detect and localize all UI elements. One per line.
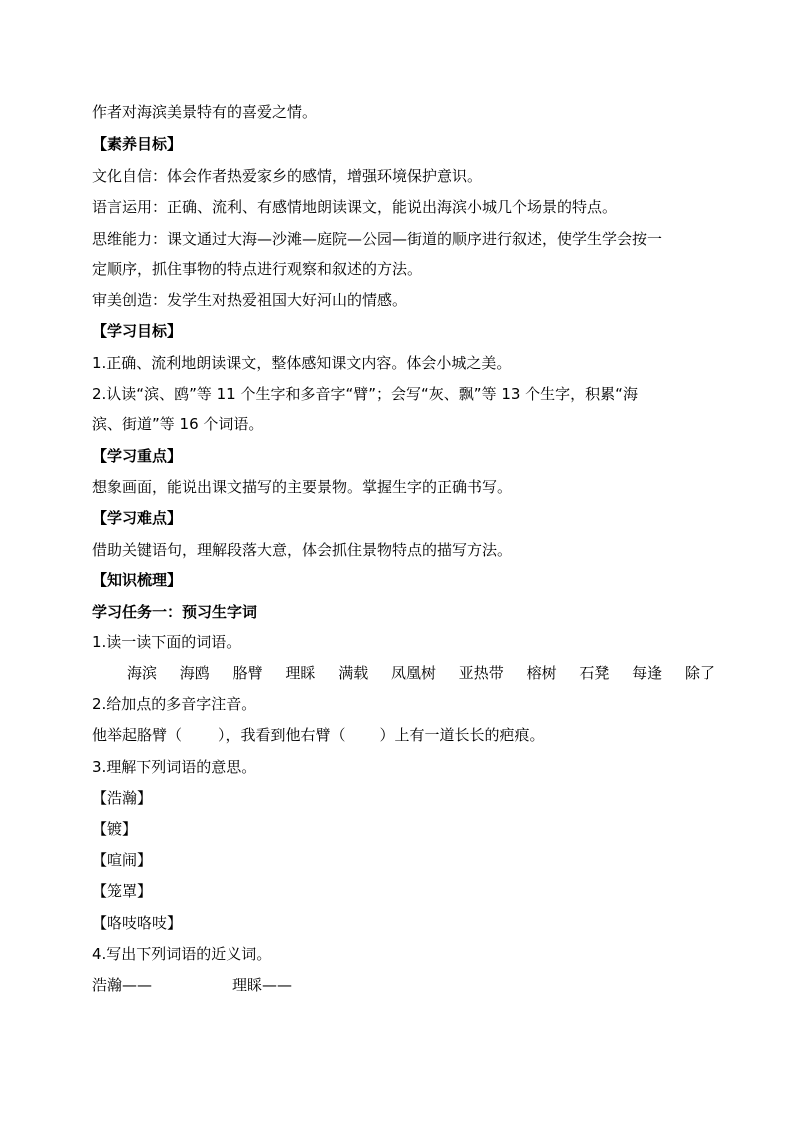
vocab-item: 【镀】 bbox=[92, 820, 138, 838]
literacy-culture: 文化自信：体会作者热爱家乡的感情，增强环境保护意识。 bbox=[92, 167, 483, 185]
vocab-item: 【喧闹】 bbox=[92, 851, 153, 869]
vocab-item: 【笼罩】 bbox=[92, 882, 153, 900]
word-item: 每逢 bbox=[632, 664, 663, 682]
task-1-title: 学习任务一：预习生字词 bbox=[92, 603, 258, 621]
word-item: 海鸥 bbox=[179, 664, 210, 682]
goals-heading: 【学习目标】 bbox=[92, 322, 183, 340]
intro-tail: 作者对海滨美景特有的喜爱之情。 bbox=[92, 103, 318, 121]
goals-item-2-line1: 2.认读“滨、鸥”等 11 个生字和多音字“臂”；会写“灰、飘”等 13 个生字，积累“海 bbox=[92, 385, 638, 403]
word-item: 榕树 bbox=[526, 664, 557, 682]
word-item: 亚热带 bbox=[458, 664, 504, 682]
word-item: 凤凰树 bbox=[390, 664, 436, 682]
sentence-part-2: ），我看到他右臂（ bbox=[218, 726, 346, 744]
sentence-part-3: ）上有一道长长的疤痕。 bbox=[379, 726, 545, 744]
literacy-thinking-line1: 思维能力：课文通过大海—沙滩—庭院—公园—街道的顺序进行叙述，使学生学会按一 bbox=[92, 230, 663, 248]
synonym-2: 理睬—— bbox=[232, 976, 293, 994]
sentence-part-1: 他举起胳臂（ bbox=[92, 726, 183, 744]
question-4: 4.写出下列词语的近义词。 bbox=[92, 945, 272, 963]
word-item: 石凳 bbox=[579, 664, 610, 682]
word-item: 满载 bbox=[338, 664, 369, 682]
vocab-item: 【咯吱咯吱】 bbox=[92, 914, 183, 932]
literacy-heading: 【素养目标】 bbox=[92, 135, 183, 153]
word-item: 海滨 bbox=[127, 664, 158, 682]
question-3: 3.理解下列词语的意思。 bbox=[92, 758, 257, 776]
literacy-language: 语言运用：正确、流利、有感情地朗读课文，能说出海滨小城几个场景的特点。 bbox=[92, 198, 618, 216]
word-item: 除了 bbox=[684, 664, 715, 682]
word-list bbox=[127, 663, 715, 683]
question-2-sentence bbox=[92, 725, 545, 745]
literacy-aesthetic: 审美创造：发学生对热爱祖国大好河山的情感。 bbox=[92, 291, 408, 309]
difficulties-heading: 【学习难点】 bbox=[92, 509, 183, 527]
key-points-heading: 【学习重点】 bbox=[92, 447, 183, 465]
difficulties-text: 借助关键语句，理解段落大意，体会抓住景物特点的描写方法。 bbox=[92, 541, 513, 559]
vocab-item: 【浩瀚】 bbox=[92, 789, 153, 807]
goals-item-1: 1.正确、流利地朗读课文，整体感知课文内容。体会小城之美。 bbox=[92, 354, 512, 372]
goals-item-2-line2: 滨、街道”等 16 个词语。 bbox=[92, 415, 264, 433]
word-item: 理睬 bbox=[285, 664, 316, 682]
word-item: 胳臂 bbox=[232, 664, 263, 682]
knowledge-heading: 【知识梳理】 bbox=[92, 571, 183, 589]
question-1: 1.读一读下面的词语。 bbox=[92, 633, 242, 651]
literacy-thinking-line2: 定顺序，抓住事物的特点进行观察和叙述的方法。 bbox=[92, 260, 423, 278]
synonym-1: 浩瀚—— bbox=[92, 976, 153, 994]
key-points-text: 想象画面，能说出课文描写的主要景物。掌握生字的正确书写。 bbox=[92, 478, 513, 496]
question-2: 2.给加点的多音字注音。 bbox=[92, 695, 257, 713]
